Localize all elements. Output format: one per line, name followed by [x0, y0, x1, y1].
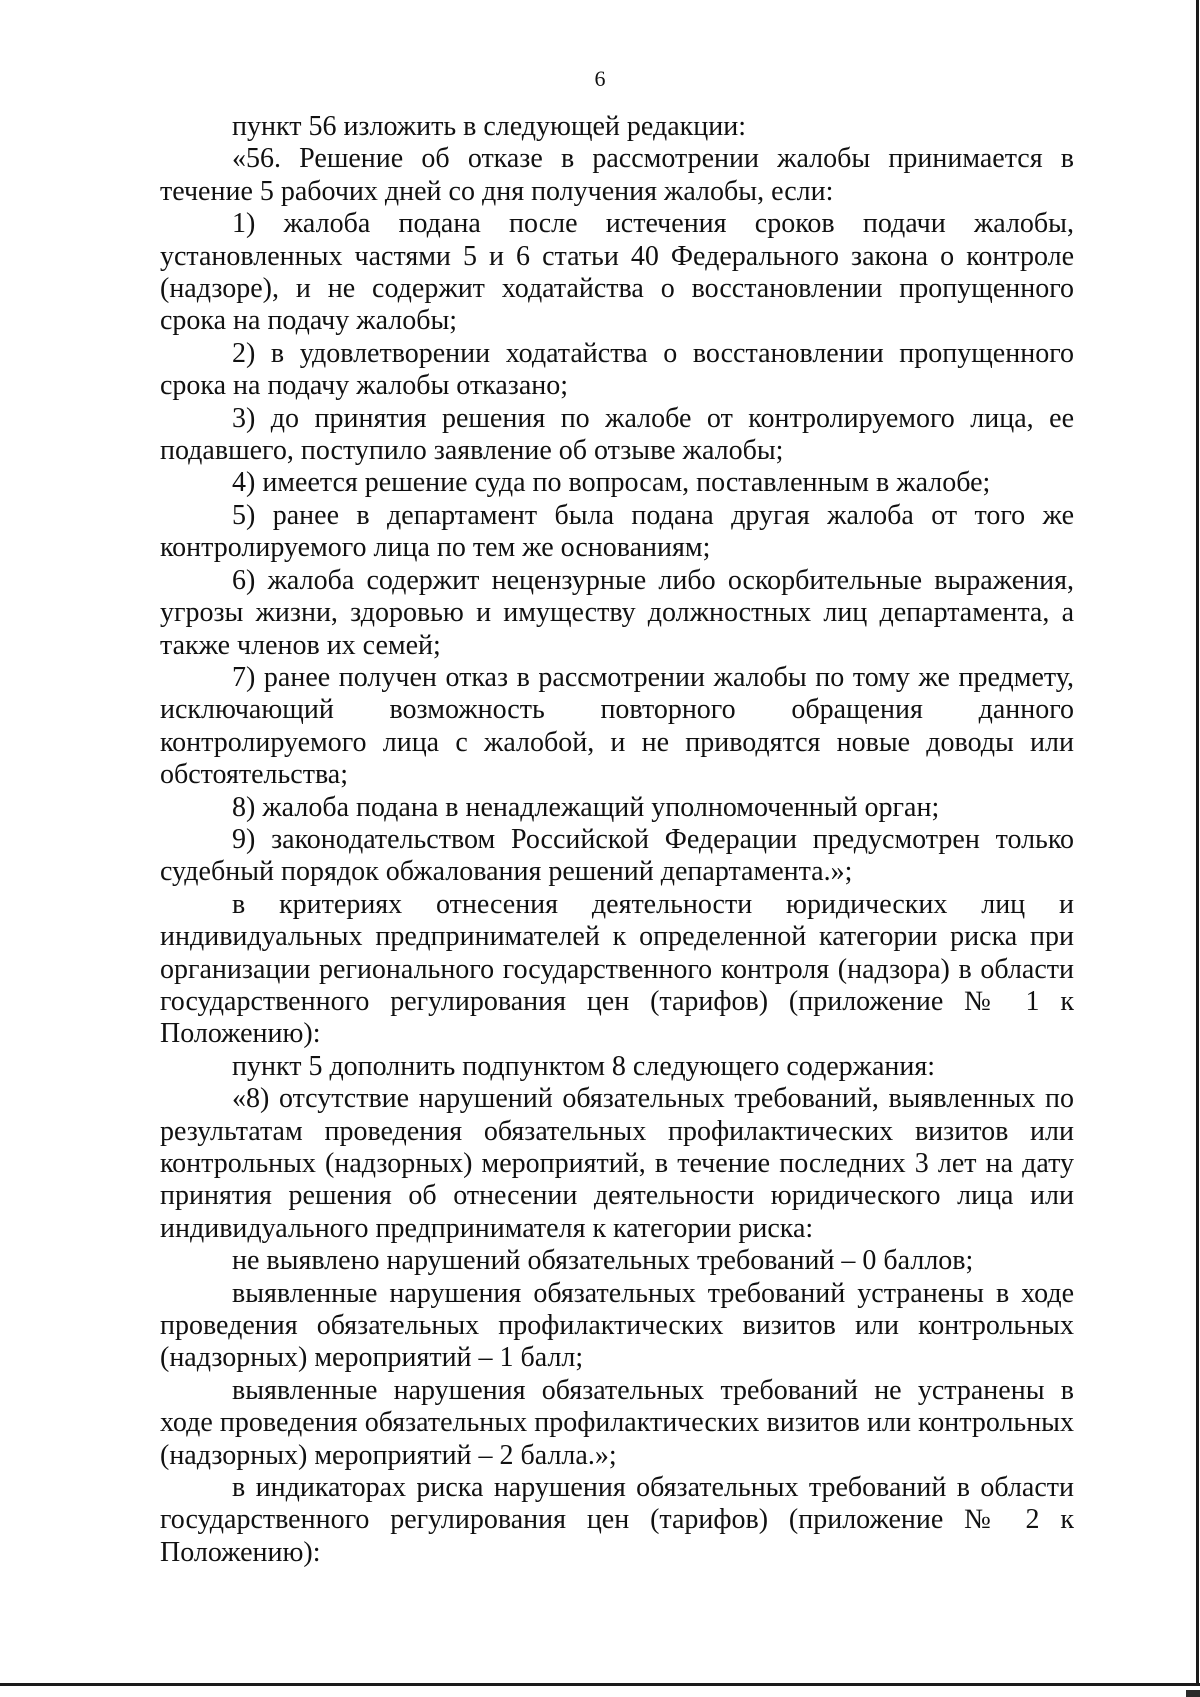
- paragraph: «8) отсутствие нарушений обязательных требований, выявленных по результатам проведения обязательных профилактических визитов или контрольных (надзорных) мероприятий, в течение последних 3 лет на дату принятия решения об отнесении деятельности юридического лица или индивидуального предпринимателя к категории риска:: [160, 1083, 1074, 1244]
- scan-right-edge: [1196, 0, 1199, 1686]
- paragraph: пункт 5 дополнить подпунктом 8 следующего содержания:: [232, 1050, 936, 1082]
- paragraph: 8) жалоба подана в ненадлежащий уполномоченный орган;: [232, 791, 940, 823]
- scan-corner-mark: [1186, 1690, 1200, 1697]
- paragraph: 6) жалоба содержит нецензурные либо оскорбительные выражения, угрозы жизни, здоровью и имуществу должностных лиц департамента, а также членов их семей;: [160, 564, 1074, 661]
- paragraph: 4) имеется решение суда по вопросам, поставленным в жалобе;: [232, 467, 991, 499]
- paragraph: «56. Решение об отказе в рассмотрении жалобы принимается в течение 5 рабочих дней со дня получения жалобы, если:: [160, 143, 1074, 207]
- paragraph: в критериях отнесения деятельности юридических лиц и индивидуальных предпринимателей к определенной категории риска при организации регионального государственного контроля (надзора) в области государственного регулирования цен (тарифов) (приложение № 1 к Положению):: [160, 888, 1074, 1050]
- paragraph: 1) жалоба подана после истечения сроков подачи жалобы, установленных частями 5 и 6 статьи 40 Федерального закона о контроле (надзоре), и не содержит ходатайства о восстановлении пропущенного срока на подачу жалобы;: [160, 208, 1074, 337]
- scan-bottom-edge: [0, 1683, 1200, 1686]
- paragraph: в индикаторах риска нарушения обязательных требований в области государственного регулирования цен (тарифов) (приложение № 2 к Положению):: [160, 1472, 1074, 1568]
- paragraph: пункт 56 изложить в следующей редакции:: [232, 111, 746, 142]
- paragraph: 7) ранее получен отказ в рассмотрении жалобы по тому же предмету, исключающий возможность повторного обращения данного контролируемого лица с жалобой, и не приводятся новые доводы или обстоятельства;: [160, 661, 1074, 791]
- paragraph: 3) до принятия решения по жалобе от контролируемого лица, ее подавшего, поступило заявление об отзыве жалобы;: [160, 402, 1074, 467]
- paragraph: не выявлено нарушений обязательных требований – 0 баллов;: [232, 1245, 974, 1277]
- paragraph: 5) ранее в департамент была подана другая жалоба от того же контролируемого лица по тем же основаниям;: [160, 499, 1074, 564]
- paragraph: 2) в удовлетворении ходатайства о восстановлении пропущенного срока на подачу жалобы отказано;: [160, 337, 1074, 402]
- paragraph: выявленные нарушения обязательных требований устранены в ходе проведения обязательных профилактических визитов или контрольных (надзорных) мероприятий – 1 балл;: [160, 1277, 1074, 1374]
- paragraph: выявленные нарушения обязательных требований не устранены в ходе проведения обязательных профилактических визитов или контрольных (надзорных) мероприятий – 2 балла.»;: [160, 1374, 1074, 1471]
- page-number: 6: [594, 66, 606, 91]
- paragraph: 9) законодательством Российской Федерации предусмотрен только судебный порядок обжалования решений департамента.»;: [160, 823, 1074, 888]
- document-body: [160, 111, 1074, 1569]
